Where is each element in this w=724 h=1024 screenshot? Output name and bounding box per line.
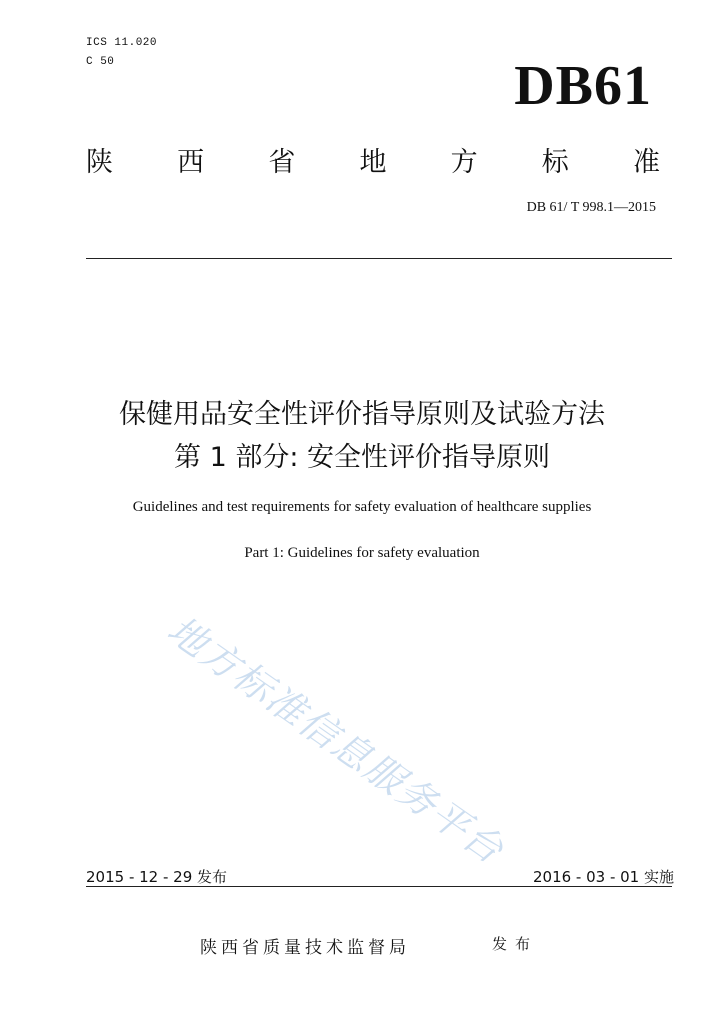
implementation-date: 2016 - 03 - 01 实施 bbox=[532, 868, 674, 886]
header-divider bbox=[86, 258, 672, 259]
standard-type-char: 方 bbox=[450, 147, 478, 178]
issue-label: 发布 bbox=[492, 935, 539, 953]
issue-date: 2015 - 12 - 29 发布 bbox=[86, 868, 228, 886]
standard-type-char: 标 bbox=[541, 147, 569, 178]
standard-type-char: 西 bbox=[177, 147, 205, 178]
watermark: 地方标准信息服务平台 bbox=[159, 607, 513, 873]
title-en-line2: Part 1: Guidelines for safety evaluation bbox=[244, 545, 480, 561]
issuing-authority: 陕西省质量技术监督局 bbox=[200, 938, 410, 958]
standard-number: DB 61/ T 998.1—2015 bbox=[526, 200, 656, 215]
standard-type-char: 陕 bbox=[86, 147, 113, 178]
title-en-line1: Guidelines and test requirements for safety evaluation of healthcare supplies bbox=[132, 499, 592, 515]
standard-code: DB61 bbox=[514, 55, 652, 117]
standard-type-char: 省 bbox=[268, 147, 296, 178]
standard-type bbox=[86, 140, 660, 179]
ics-code: ICS 11.020 bbox=[86, 37, 158, 49]
standard-type-char: 地 bbox=[359, 147, 387, 178]
title-cn-line2: 第 1 部分: 安全性评价指导原则 bbox=[173, 442, 551, 473]
ccs-code: C 50 bbox=[86, 56, 115, 68]
footer-divider bbox=[86, 886, 672, 887]
title-cn-line1: 保健用品安全性评价指导原则及试验方法 bbox=[119, 399, 605, 430]
standard-type-char: 准 bbox=[632, 147, 660, 178]
